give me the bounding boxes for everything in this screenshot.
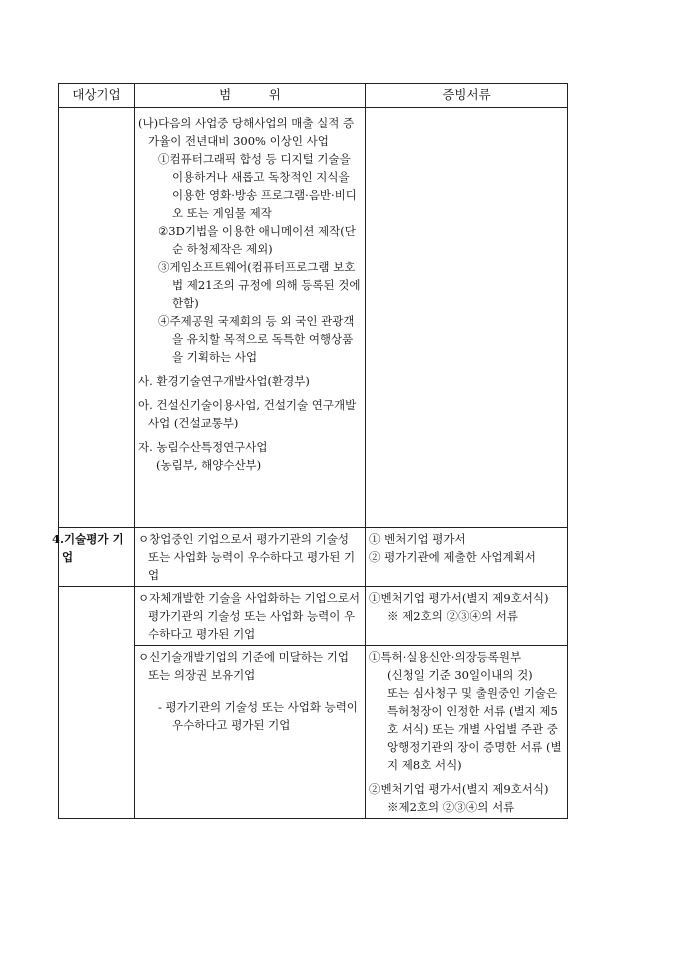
docs-cell: [366, 587, 568, 646]
item-ja-sub: (농림부, 해양수산부): [156, 458, 262, 472]
header-row: [59, 84, 568, 108]
doc-item: (신청일 기준 30일이내의 것): [387, 668, 533, 682]
table-row: [59, 528, 568, 587]
scope-cell: [135, 528, 366, 587]
header-scope: 범 위: [135, 84, 366, 108]
scope-list: [138, 114, 362, 366]
scope-text: ㅇ창업중인 기업으로서 평가기관의 기술성 또는 사업화 능력이 우수하다고 평가된 기업: [138, 532, 356, 582]
docs-cell: [366, 108, 568, 528]
docs-cell: [366, 528, 568, 587]
item-a: 아. 건설신기술이용사업, 건설기술 연구개발사업 (건설교통부): [138, 398, 357, 430]
scope-line: (나)다음의 사업중 당해사업의 매출 실적 증가율이 전년대비 300% 이상인 사업: [138, 116, 355, 148]
scope-cell: [135, 587, 366, 646]
item-ja: 자. 농림수산특정연구사업: [138, 440, 268, 454]
company-cell: [59, 587, 135, 646]
doc-item: 또는 심사청구 및 출원중인 기술은 특허청장이 인정한 서류 (별지 제5호 서식) 또는 개별 사업별 주관 중앙행정기관의 장이 증명한 서류 (별지 제8호 서식): [387, 686, 562, 772]
table-row: [59, 108, 568, 528]
scope-cell: [135, 108, 366, 528]
scope-line: ④주제공원 국제회의 등 외 국인 관광객을 유치할 목적으로 독특한 여행상품을 기획하는 사업: [158, 314, 355, 364]
doc-item: ② 평가기관에 제출한 사업계획서: [369, 550, 536, 564]
doc-item: ※ 제2호의 ②③④의 서류: [387, 609, 518, 623]
company-cell: [59, 108, 135, 528]
scope-text: ㅇ신기술개발기업의 기준에 미달하는 기업 또는 의장권 보유기업: [138, 650, 349, 682]
scope-line: ②3D기법을 이용한 애니메이션 제작(단순 하청제작은 제외): [158, 224, 356, 256]
doc-item: ① 벤처기업 평가서: [369, 532, 466, 546]
doc-item: ②벤처기업 평가서(별지 제9호서식): [369, 782, 549, 796]
company-cell: [59, 646, 135, 819]
scope-line: ③게임소프트웨어(컴퓨터프로그램 보호법 제21조의 규정에 의해 등록된 것에 한함): [158, 260, 361, 310]
table-row: [59, 587, 568, 646]
scope-text: - 평가기관의 기술성 또는 사업화 능력이 우수하다고 평가된 기업: [158, 700, 358, 732]
table-row: [59, 646, 568, 819]
scope-text: ㅇ자체개발한 기술을 사업화하는 기업으로서 평가기관의 기술성 또는 사업화 능력이 우수하다고 평가된 기업: [138, 591, 361, 641]
item-sa: 사. 환경기술연구개발사업(환경부): [138, 374, 310, 388]
header-docs: 증빙서류: [366, 84, 568, 108]
header-company: 대상기업: [59, 84, 135, 108]
doc-item: ①벤처기업 평가서(별지 제9호서식): [369, 591, 549, 605]
doc-item: ①특허·실용신안·의장등록원부: [369, 650, 522, 664]
company-cell: 4.기술평가 기업: [59, 528, 135, 587]
doc-item: ※제2호의 ②③④의 서류: [387, 800, 515, 814]
docs-cell: [366, 646, 568, 819]
eligibility-table: [52, 83, 568, 819]
scope-cell: [135, 646, 366, 819]
scope-line: ①컴퓨터그래픽 합성 등 디지털 기술을 이용하거나 새롭고 독창적인 지식을 이용한 영화·방송 프로그램·음반·비디오 또는 게임물 제작: [158, 152, 357, 220]
